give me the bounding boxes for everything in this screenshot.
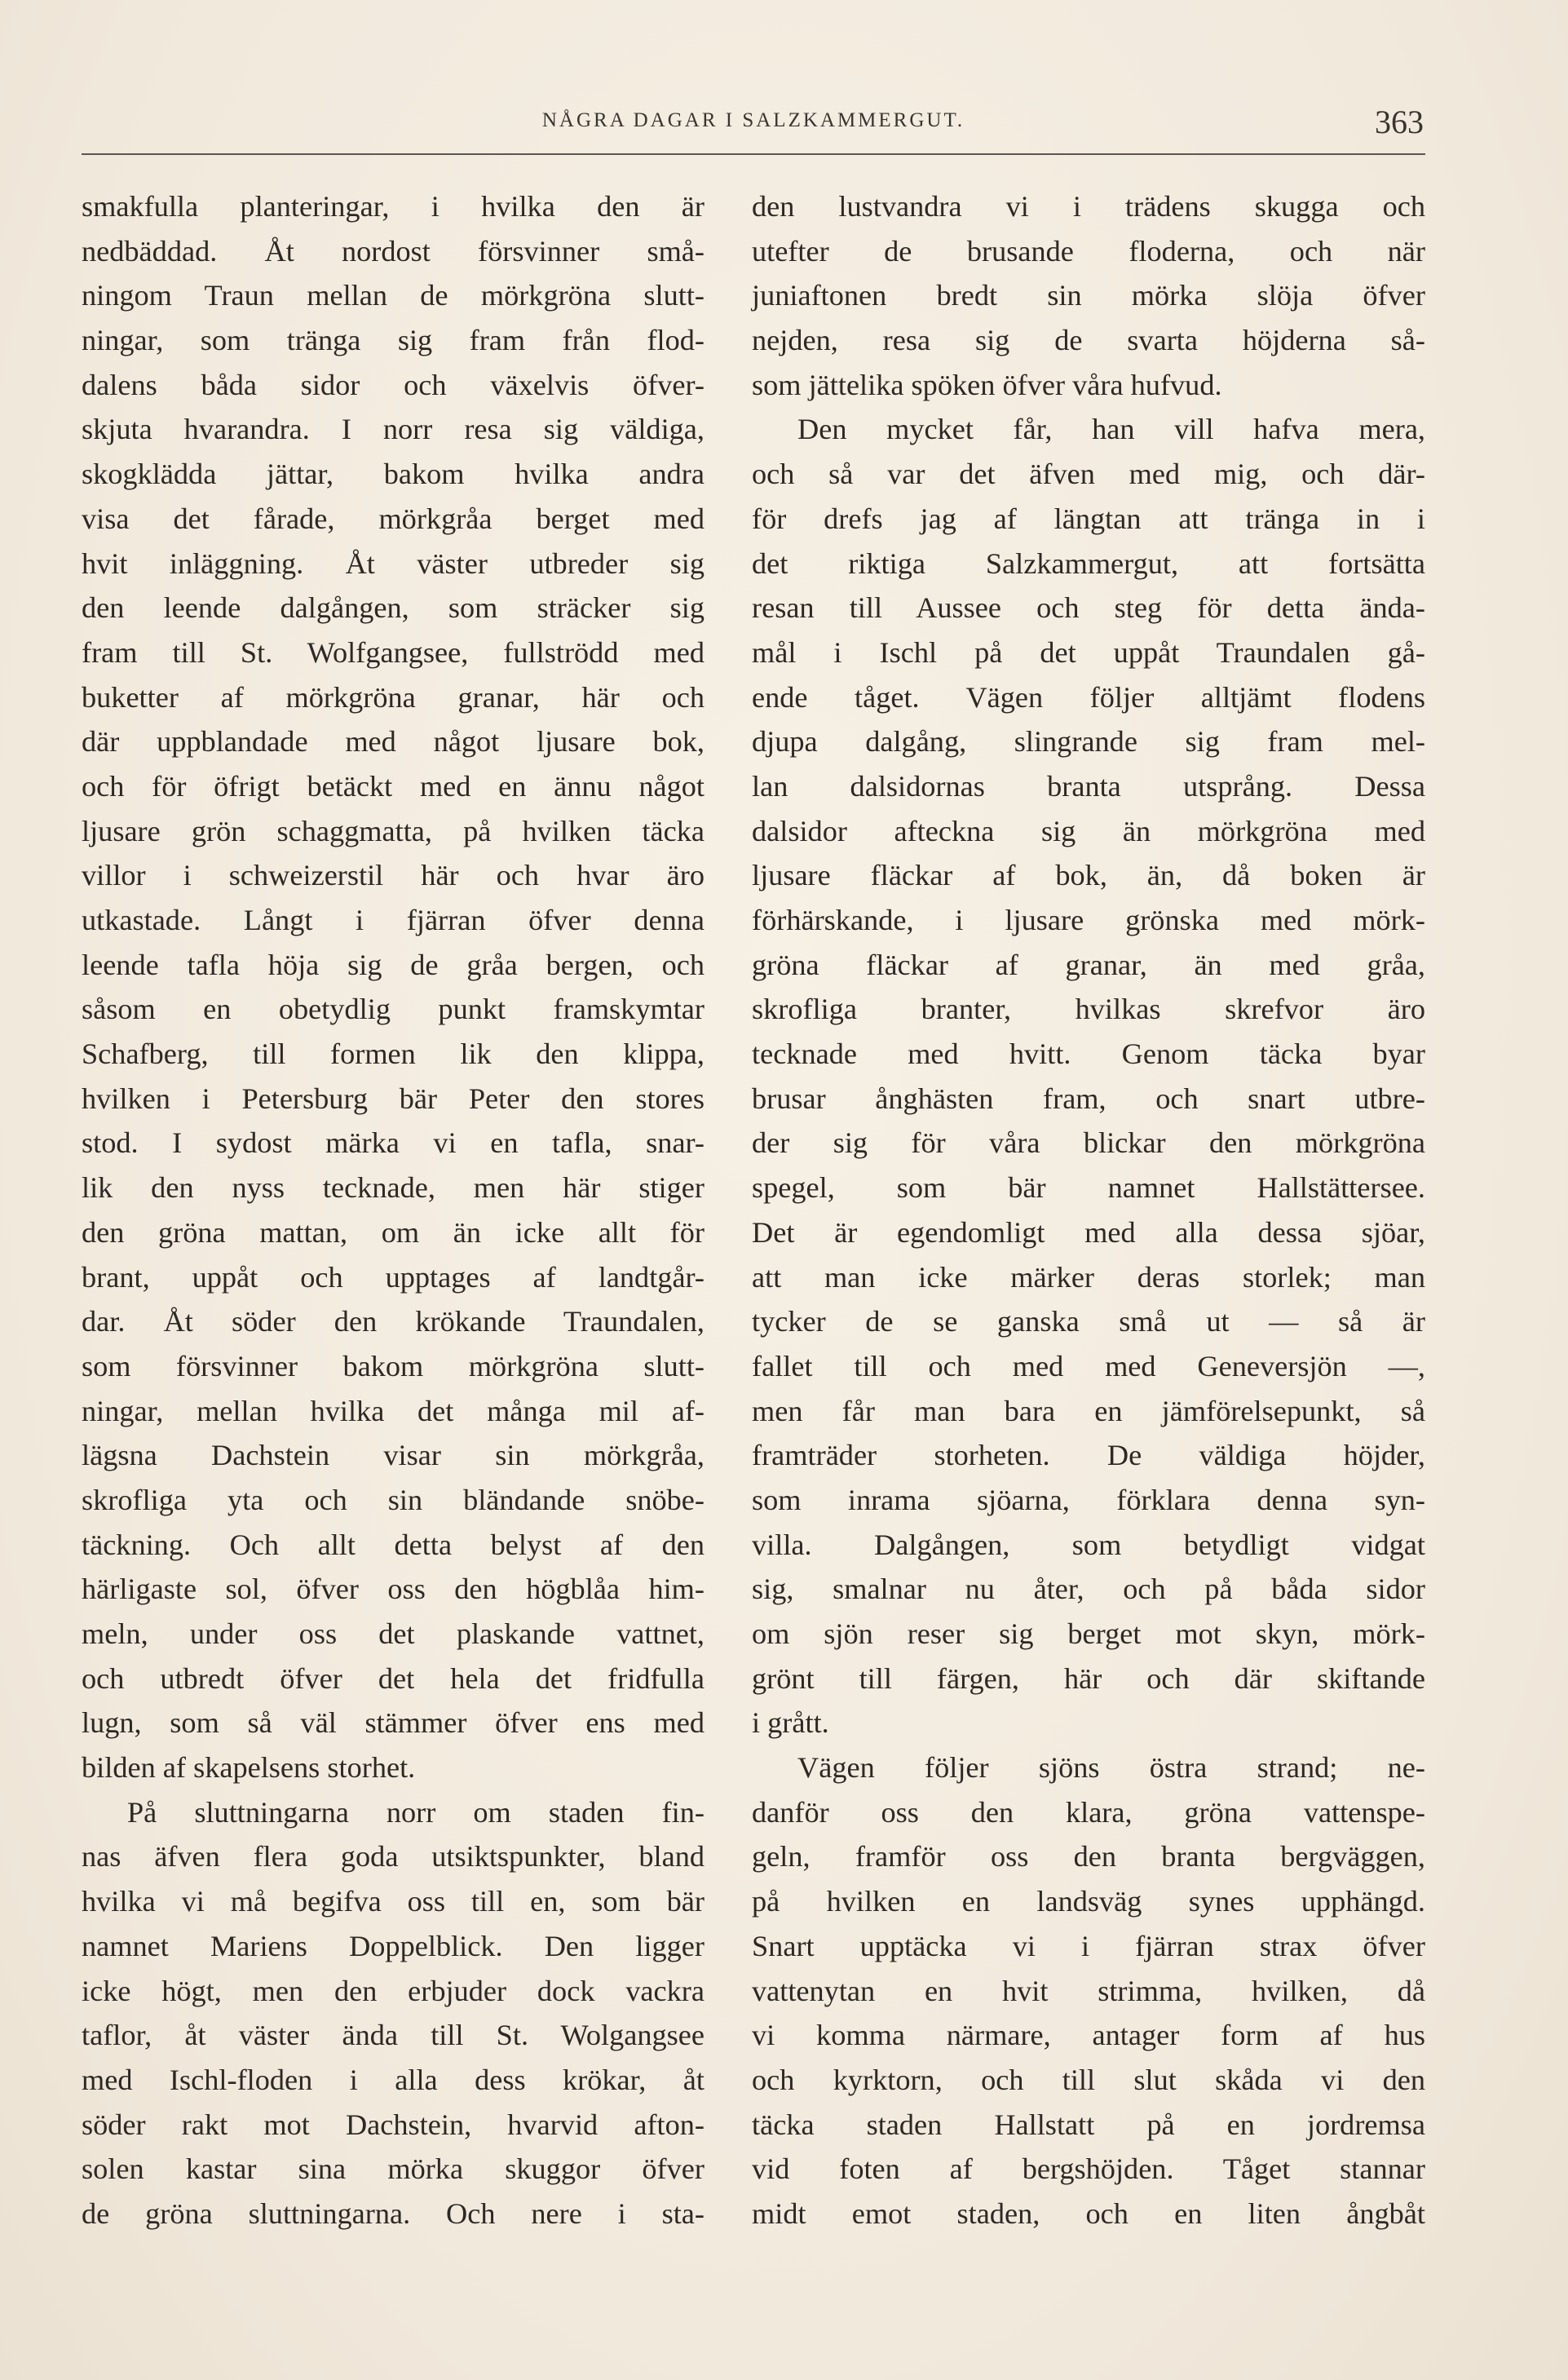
text-line: bilden af skapelsens storhet. (82, 1751, 416, 1785)
text-line: brusar ånghästen fram, och snart utbre- (752, 1082, 1425, 1115)
text-line: vi komma närmare, antager form af hus (752, 2019, 1425, 2052)
text-line: spegel, som bär namnet Hallstättersee. (752, 1171, 1425, 1205)
text-line: taflor, åt väster ända till St. Wolgangsee (82, 2019, 704, 2052)
text-line: djupa dalgång, slingrande sig fram mel- (752, 725, 1425, 759)
text-line: med Ischl-floden i alla dess krökar, åt (82, 2063, 704, 2096)
text-line: grönt till färgen, här och där skiftande (752, 1661, 1425, 1695)
text-line: tycker de se ganska små ut — så är (752, 1305, 1425, 1338)
text-line: sig, smalnar nu åter, och på båda sidor (752, 1573, 1425, 1606)
text-line: villor i schweizerstil här och hvar äro (82, 859, 704, 892)
text-line: lik den nyss tecknade, men här stiger (82, 1171, 704, 1205)
text-line: skjuta hvarandra. I norr resa sig väldiga, (82, 413, 704, 446)
text-line: hvilka vi må begifva oss till en, som bär (82, 1885, 704, 1918)
text-line: skogklädda jättar, bakom hvilka andra (82, 458, 704, 491)
text-line: för drefs jag af längtan att tränga in i (752, 502, 1425, 535)
text-line: som försvinner bakom mörkgröna slutt- (82, 1349, 704, 1382)
text-line: den gröna mattan, om än icke allt för (82, 1215, 704, 1249)
text-line: där uppblandade med något ljusare bok, (82, 725, 704, 759)
text-line: som inrama sjöarna, förklara denna syn- (752, 1483, 1425, 1516)
text-line: stod. I sydost märka vi en tafla, snar- (82, 1126, 704, 1160)
text-line: härligaste sol, öfver oss den högblåa him- (82, 1573, 704, 1606)
text-line: På sluttningarna norr om staden fin- (127, 1795, 704, 1829)
text-line: tecknade med hvitt. Genom täcka byar (752, 1037, 1425, 1071)
text-line: och kyrktorn, och till slut skåda vi den (752, 2063, 1425, 2096)
running-head (82, 100, 1425, 152)
text-line: framträder storheten. De väldiga höjder, (752, 1439, 1425, 1472)
text-line: fram till St. Wolfgangsee, fullströdd med (82, 635, 704, 669)
text-line: dar. Åt söder den krökande Traundalen, (82, 1305, 704, 1338)
text-line: och för öfrigt betäckt med en ännu något (82, 769, 704, 803)
text-line: täckning. Och allt detta belyst af den (82, 1528, 704, 1561)
text-line: vid foten af bergshöjden. Tåget stannar (752, 2152, 1425, 2186)
text-line: om sjön reser sig berget mot skyn, mörk- (752, 1617, 1425, 1650)
text-line: hvit inläggning. Åt väster utbreder sig (82, 546, 704, 580)
header-rule (82, 153, 1425, 155)
text-line: danför oss den klara, gröna vattenspe- (752, 1795, 1425, 1829)
text-line: smakfulla planteringar, i hvilka den är (82, 190, 704, 223)
text-line: icke högt, men den erbjuder dock vackra (82, 1974, 704, 2007)
text-line: namnet Mariens Doppelblick. Den ligger (82, 1929, 704, 1962)
text-line: ljusare grön schaggmatta, på hvilken täcka (82, 814, 704, 847)
text-line: Vägen följer sjöns östra strand; ne- (797, 1751, 1425, 1785)
text-line: i grått. (752, 1706, 829, 1740)
text-line: brant, uppåt och upptages af landtgår- (82, 1260, 704, 1294)
text-line: den leende dalgången, som sträcker sig (82, 591, 704, 625)
text-line: dalsidor afteckna sig än mörkgröna med (752, 814, 1425, 847)
text-line: hvilken i Petersburg bär Peter den stores (82, 1082, 704, 1115)
right-column (752, 184, 1425, 2236)
text-line: skrofliga branter, hvilkas skrefvor äro (752, 993, 1425, 1026)
text-line: skrofliga yta och sin bländande snöbe- (82, 1483, 704, 1516)
text-line: gröna fläckar af granar, än med gråa, (752, 948, 1425, 981)
text-line: der sig för våra blickar den mörkgröna (752, 1126, 1425, 1160)
text-line: ningar, mellan hvilka det många mil af- (82, 1394, 704, 1427)
text-line: förhärskande, i ljusare grönska med mörk- (752, 904, 1425, 936)
text-line: lugn, som så väl stämmer öfver ens med (82, 1706, 704, 1740)
text-line: Det är egendomligt med alla dessa sjöar, (752, 1215, 1425, 1249)
text-line: utkastade. Långt i fjärran öfver denna (82, 904, 704, 936)
text-line: visa det fårade, mörkgråa berget med (82, 502, 704, 535)
text-line: lägsna Dachstein visar sin mörkgråa, (82, 1439, 704, 1472)
text-line: täcka staden Hallstatt på en jordremsa (752, 2108, 1425, 2141)
text-line: vattenytan en hvit strimma, hvilken, då (752, 1974, 1425, 2007)
text-line: ningar, som tränga sig fram från flod- (82, 324, 704, 357)
text-line: nejden, resa sig de svarta höjderna så- (752, 324, 1425, 357)
text-line: Den mycket får, han vill hafva mera, (797, 413, 1425, 446)
text-line: ljusare fläckar af bok, än, då boken är (752, 859, 1425, 892)
text-line: nas äfven flera goda utsiktspunkter, bland (82, 1840, 704, 1873)
text-line: meln, under oss det plaskande vattnet, (82, 1617, 704, 1650)
text-line: såsom en obetydlig punkt framskymtar (82, 993, 704, 1026)
running-title: NÅGRA DAGAR I SALZKAMMERGUT. (541, 109, 965, 131)
text-line: söder rakt mot Dachstein, hvarvid afton- (82, 2108, 704, 2141)
text-line: som jättelika spöken öfver våra hufvud. (752, 368, 1222, 401)
text-line: men får man bara en jämförelsepunkt, så (752, 1394, 1425, 1427)
text-line: geln, framför oss den branta bergväggen, (752, 1840, 1425, 1873)
text-line: att man icke märker deras storlek; man (752, 1260, 1425, 1294)
text-line: ningom Traun mellan de mörkgröna slutt- (82, 279, 704, 312)
text-line: de gröna sluttningarna. Och nere i sta- (82, 2196, 704, 2230)
text-line: solen kastar sina mörka skuggor öfver (82, 2152, 704, 2186)
page-number: 363 (1375, 104, 1424, 140)
text-line: och så var det äfven med mig, och där- (752, 458, 1425, 491)
left-column (82, 184, 704, 2236)
text-line: mål i Ischl på det uppåt Traundalen gå- (752, 635, 1425, 669)
text-line: och utbredt öfver det hela det fridfulla (82, 1661, 704, 1695)
text-line: den lustvandra vi i trädens skugga och (752, 190, 1425, 223)
text-line: på hvilken en landsväg synes upphängd. (752, 1885, 1425, 1918)
text-line: buketter af mörkgröna granar, här och (82, 680, 704, 714)
text-line: resan till Aussee och steg för detta ända- (752, 591, 1425, 625)
text-line: det riktiga Salzkammergut, att fortsätta (752, 546, 1425, 580)
text-line: fallet till och med med Geneversjön —, (752, 1349, 1425, 1382)
text-line: lan dalsidornas branta utsprång. Dessa (752, 769, 1425, 803)
text-line: juniaftonen bredt sin mörka slöja öfver (752, 279, 1425, 312)
text-line: midt emot staden, och en liten ångbåt (752, 2196, 1425, 2230)
text-line: leende tafla höja sig de gråa bergen, och (82, 948, 704, 981)
text-line: nedbäddad. Åt nordost försvinner små- (82, 234, 704, 268)
text-line: dalens båda sidor och växelvis öfver- (82, 368, 704, 401)
text-line: villa. Dalgången, som betydligt vidgat (752, 1528, 1425, 1561)
text-line: ende tåget. Vägen följer alltjämt flodens (752, 680, 1425, 714)
text-line: utefter de brusande floderna, och när (752, 234, 1425, 268)
text-line: Schafberg, till formen lik den klippa, (82, 1037, 704, 1071)
text-line: Snart upptäcka vi i fjärran strax öfver (752, 1929, 1425, 1962)
